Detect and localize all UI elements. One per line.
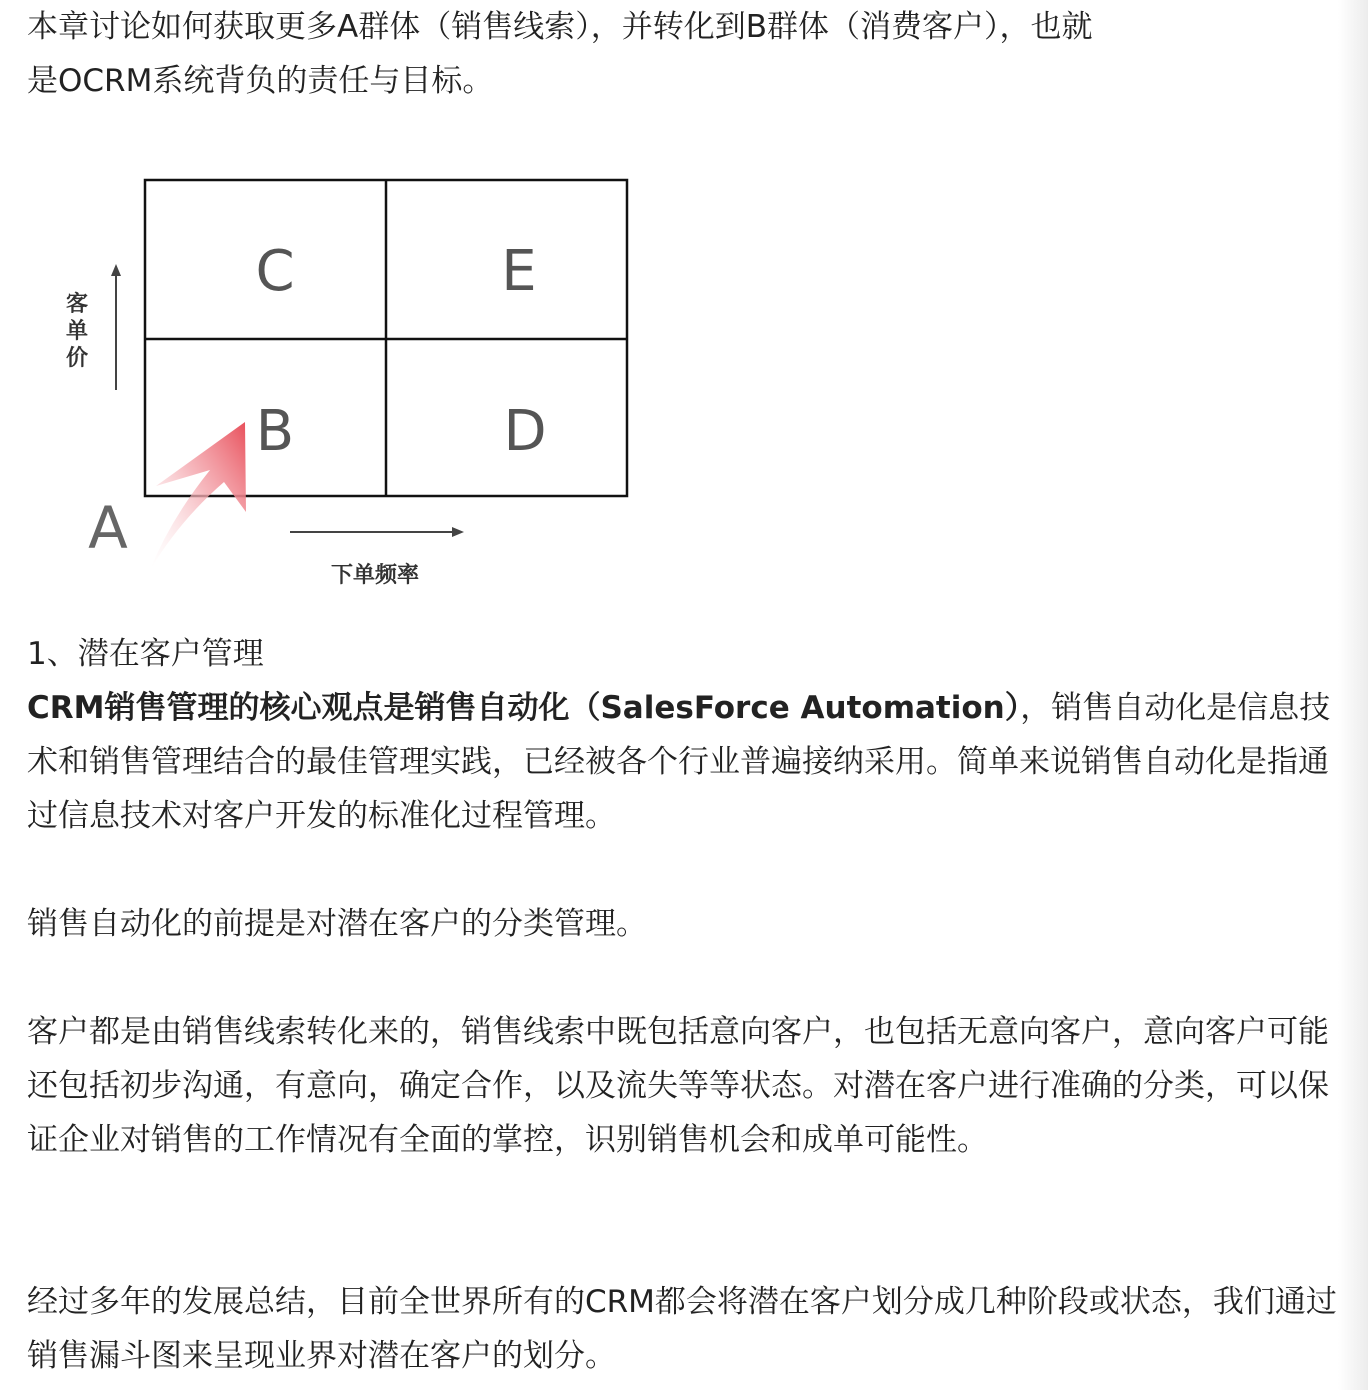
section-paragraph-1	[27, 681, 1357, 843]
cell-label-c: C	[255, 239, 295, 304]
cell-label-e: E	[501, 239, 537, 304]
paragraph-1-body: ，销售自动化是信息技术和销售管理结合的最佳管理实践，已经被各个行业普遍接纳采用。简单来说销售自动化是指通过信息技术对客户开发的标准化过程管理。	[27, 690, 1331, 834]
intro-line-1: 本章讨论如何获取更多A群体（销售线索），并转化到B群体（消费客户），也就	[27, 9, 1093, 45]
x-axis-label: 下单频率	[330, 563, 420, 588]
customer-matrix-diagram	[60, 160, 660, 600]
intro-paragraph	[27, 0, 1357, 108]
section-paragraph-4: 经过多年的发展总结，目前全世界所有的CRM都会将潜在客户划分成几种阶段或状态，我们通过销售漏斗图来呈现业界对潜在客户的划分。	[27, 1284, 1337, 1374]
x-axis-arrowhead-icon	[452, 527, 464, 537]
outside-label-a: A	[88, 494, 128, 562]
y-axis-label-char-3: 价	[65, 346, 89, 371]
section-paragraph-2: 销售自动化的前提是对潜在客户的分类管理。	[27, 906, 647, 942]
cell-label-b: B	[255, 399, 295, 464]
cell-label-d: D	[503, 399, 547, 464]
y-axis-label-char-2: 单	[65, 319, 89, 344]
paragraph-1-bold-lead: CRM销售管理的核心观点是销售自动化（SalesForce Automation）	[27, 690, 1021, 726]
section-paragraph-3: 客户都是由销售线索转化来的，销售线索中既包括意向客户，也包括无意向客户，意向客户可能还包括初步沟通，有意向，确定合作，以及流失等等状态。对潜在客户进行准确的分类，可以保证企业对销售的工作情况有全面的掌控，识别销售机会和成单可能性。	[27, 1014, 1329, 1158]
section-heading: 1、潜在客户管理	[27, 636, 264, 672]
y-axis-label-char-1: 客	[65, 292, 89, 317]
y-axis-arrowhead-icon	[111, 264, 121, 276]
intro-line-2: 是OCRM系统背负的责任与目标。	[27, 63, 494, 99]
